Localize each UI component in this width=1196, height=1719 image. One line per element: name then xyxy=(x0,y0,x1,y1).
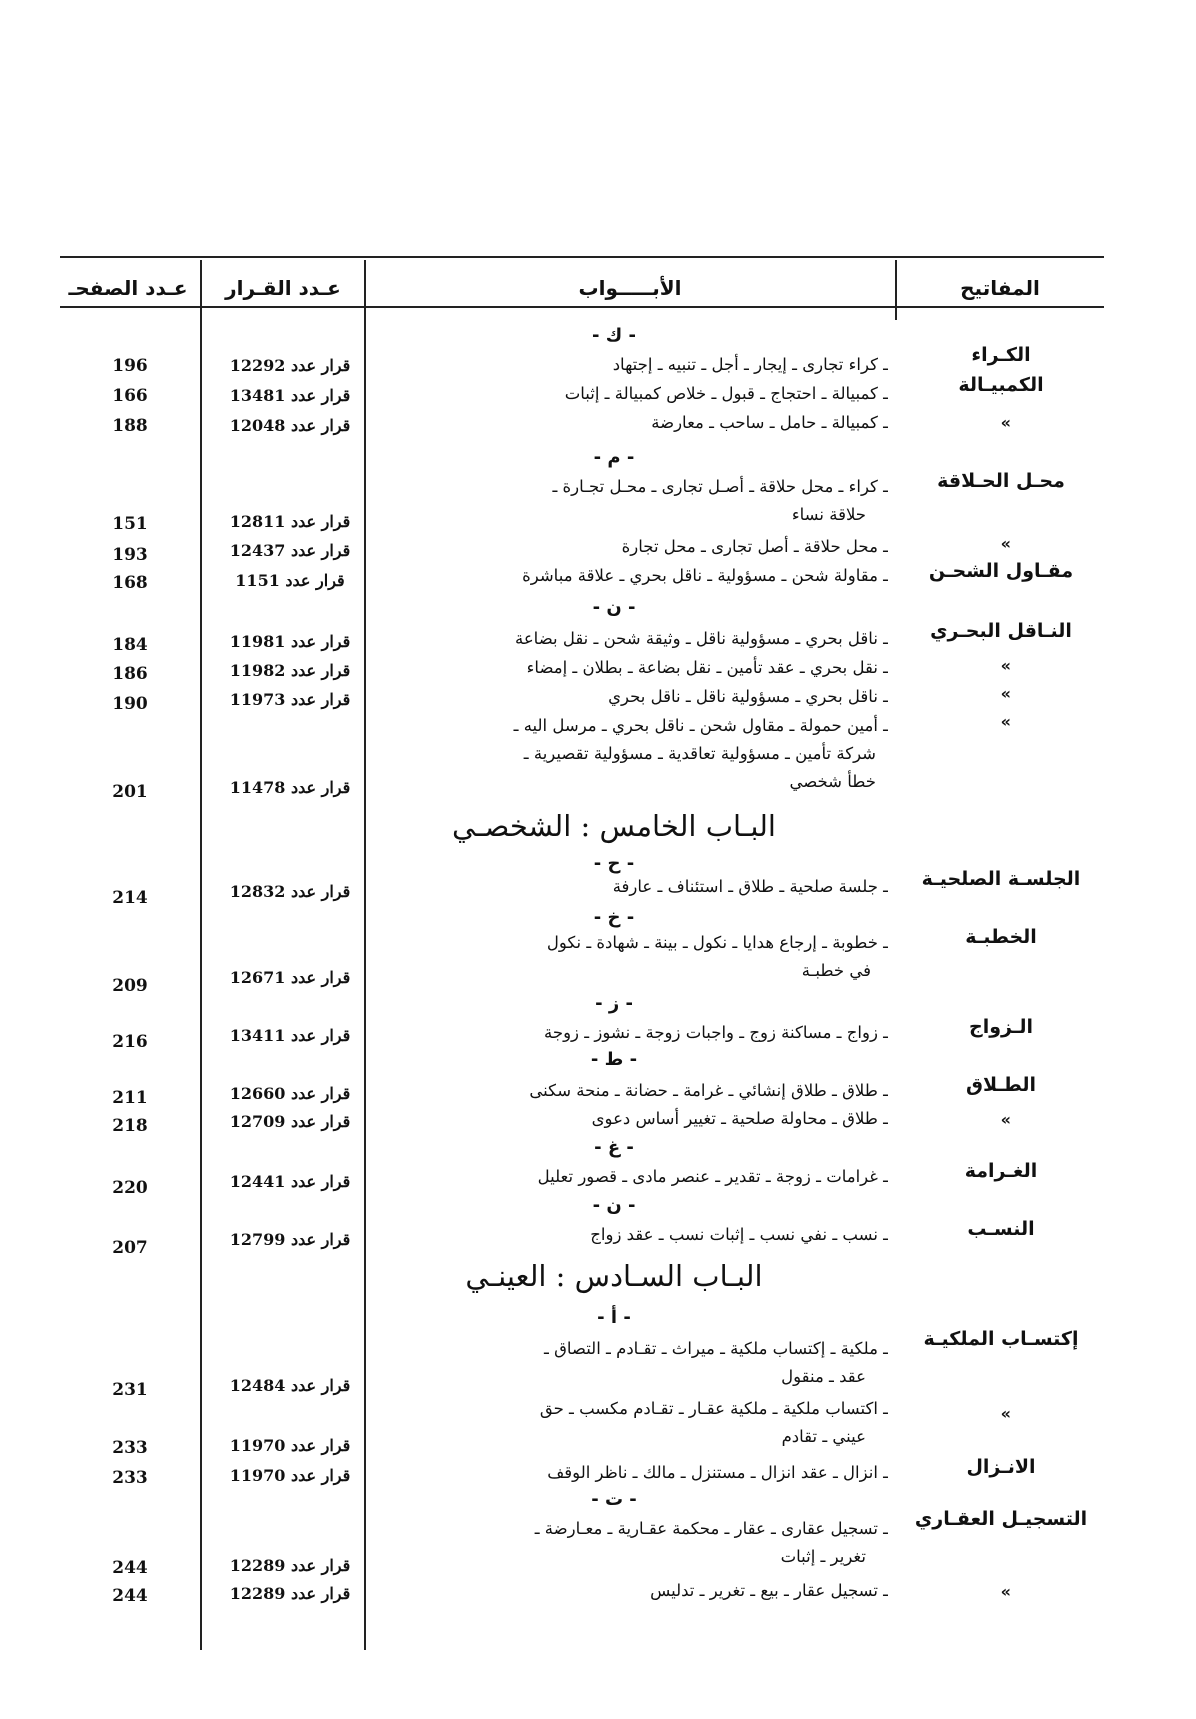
decision-number: قرار عدد 11981 xyxy=(229,632,351,651)
decision-number: قرار عدد 13481 xyxy=(229,386,351,405)
page-number: 209 xyxy=(112,976,148,996)
row-text: ـ كمبيالة ـ حامل ـ ساحب ـ معارضة xyxy=(651,413,888,432)
row-text: شركة تأمين ـ مسؤولية تعاقدية ـ مسؤولية تقصيرية ـ xyxy=(523,744,876,763)
decision-number: قرار عدد 12289 xyxy=(229,1584,351,1603)
chapter-heading: البـاب الخامس : الشخصـي xyxy=(452,809,776,843)
page-number: 207 xyxy=(112,1238,148,1258)
index-key: التسجيـل العقـاري xyxy=(914,1508,1088,1530)
ditto-mark: » xyxy=(1000,1404,1011,1423)
index-key: مقـاول الشحـن xyxy=(928,560,1074,582)
index-key: الكـراء xyxy=(971,344,1031,366)
ditto-mark: » xyxy=(1000,413,1011,432)
row-text: خطأ شخصي xyxy=(789,772,876,791)
col-divider-keys xyxy=(895,260,897,320)
row-text: ـ تسجيل عقارى ـ عقار ـ محكمة عقـارية ـ معـارضة ـ xyxy=(534,1519,888,1538)
page-number: 193 xyxy=(112,545,148,565)
section-letter: - أ - xyxy=(597,1307,631,1328)
decision-number: قرار عدد 12292 xyxy=(229,356,351,375)
decision-number: قرار عدد 12832 xyxy=(229,882,351,901)
decision-number: قرار عدد 12484 xyxy=(229,1376,351,1395)
page-number: 186 xyxy=(112,664,148,684)
col-divider-decision xyxy=(200,260,202,1650)
page-number: 184 xyxy=(112,635,148,655)
row-text: ـ خطوبة ـ إرجاع هدايا ـ نكول ـ بينة ـ شهادة ـ نكول xyxy=(546,933,888,952)
row-text: عقد ـ منقول xyxy=(781,1367,866,1386)
page-number: 244 xyxy=(112,1558,148,1578)
decision-number: قرار عدد 12671 xyxy=(229,968,351,987)
section-letter: - ح - xyxy=(593,853,635,874)
header-page: عـدد الصفحـ xyxy=(68,276,188,300)
decision-number: قرار عدد 11970 xyxy=(229,1436,351,1455)
row-text: في خطبـة xyxy=(801,961,871,980)
header-decision: عـدد القـرار xyxy=(225,276,341,300)
row-text: ـ كراء تجارى ـ إيجار ـ أجل ـ تنبيه ـ إجتهاد xyxy=(612,355,888,374)
decision-number: قرار عدد 12811 xyxy=(229,512,351,531)
ditto-mark: » xyxy=(1000,712,1011,731)
index-key: الانـزال xyxy=(966,1456,1036,1478)
decision-number: قرار عدد 11478 xyxy=(229,778,351,797)
row-text: ـ انزال ـ عقد انزال ـ مستنزل ـ مالك ـ ناظر الوقف xyxy=(547,1463,888,1482)
page-number: 211 xyxy=(112,1088,148,1108)
top-rule xyxy=(60,256,1104,258)
ditto-mark: » xyxy=(1000,684,1011,703)
row-text: ـ كمبيالة ـ احتجاج ـ قبول ـ خلاص كمبيالة ـ إثبات xyxy=(564,384,888,403)
row-text: ـ نسب ـ نفي نسب ـ إثبات نسب ـ عقد زواج xyxy=(590,1225,888,1244)
row-text: ـ طلاق ـ طلاق إنشائي ـ غرامة ـ حضانة ـ منحة سكنى xyxy=(529,1081,888,1100)
index-key: الكمبيـالة xyxy=(958,374,1044,396)
page-number: 216 xyxy=(112,1032,148,1052)
decision-number: قرار عدد 12437 xyxy=(229,541,351,560)
page-number: 168 xyxy=(112,573,148,593)
row-text: ـ زواج ـ مساكنة زوج ـ واجبات زوجة ـ نشوز ـ زوجة xyxy=(544,1023,888,1042)
header-chapters: الأبـــــواب xyxy=(578,276,682,300)
section-letter: - ن - xyxy=(592,597,636,618)
index-key: محـل الحـلاقة xyxy=(937,470,1065,492)
page-number: 190 xyxy=(112,694,148,714)
index-key: الطـلاق xyxy=(965,1074,1037,1096)
page-number: 233 xyxy=(112,1438,148,1458)
page-number: 196 xyxy=(112,356,148,376)
decision-number: قرار عدد 12709 xyxy=(229,1112,351,1131)
index-key: إكتسـاب الملكيـة xyxy=(923,1328,1079,1350)
row-text: ـ ناقل بحري ـ مسؤولية ناقل ـ وثيقة شحن ـ نقل بضاعة xyxy=(514,629,888,648)
decision-number: قرار عدد 12441 xyxy=(229,1172,351,1191)
section-letter: - ك - xyxy=(592,325,636,346)
decision-number: قرار عدد 13411 xyxy=(229,1026,351,1045)
ditto-mark: » xyxy=(1000,534,1011,553)
page-number: 233 xyxy=(112,1468,148,1488)
row-text: ـ تسجيل عقار ـ بيع ـ تغرير ـ تدليس xyxy=(650,1581,888,1600)
row-text: ـ اكتساب ملكية ـ ملكية عقـار ـ تقـادم مكسب ـ حق xyxy=(539,1399,888,1418)
row-text: ـ ناقل بحري ـ مسؤولية ناقل ـ ناقل بحري xyxy=(608,687,888,706)
page-number: 231 xyxy=(112,1380,148,1400)
decision-number: قرار عدد 12048 xyxy=(229,416,351,435)
section-letter: - ط - xyxy=(590,1049,638,1070)
row-text: ـ ملكية ـ إكتساب ملكية ـ ميراث ـ تقـادم ـ التصاق ـ xyxy=(543,1339,888,1358)
page-number: 151 xyxy=(112,514,148,534)
page-number: 201 xyxy=(112,782,148,802)
header-keys: المفاتيح xyxy=(960,276,1040,300)
section-letter: - ت - xyxy=(591,1489,637,1510)
row-text: ـ مقاولة شحن ـ مسؤولية ـ ناقل بحري ـ علاقة مباشرة xyxy=(522,566,888,585)
row-text: ـ أمين حمولة ـ مقاول شحن ـ ناقل بحري ـ مرسل اليه ـ xyxy=(513,716,888,735)
section-letter: - ز - xyxy=(595,993,633,1014)
row-text: حلاقة نساء xyxy=(791,505,866,524)
index-key: النـاقل البحـري xyxy=(930,620,1072,642)
section-letter: - غ - xyxy=(594,1137,634,1158)
page-number: 244 xyxy=(112,1586,148,1606)
row-text: تغرير ـ إثبات xyxy=(780,1547,866,1566)
page-number: 218 xyxy=(112,1116,148,1136)
ditto-mark: » xyxy=(1000,1582,1011,1601)
row-text: ـ غرامات ـ زوجة ـ تقدير ـ عنصر مادى ـ قصور تعليل xyxy=(537,1167,888,1186)
decision-number: قرار عدد 11982 xyxy=(229,661,351,680)
page-number: 188 xyxy=(112,416,148,436)
index-key: الغـرامة xyxy=(964,1160,1038,1182)
decision-number: قرار عدد 11973 xyxy=(229,690,351,709)
ditto-mark: » xyxy=(1000,656,1011,675)
page-number: 166 xyxy=(112,386,148,406)
decision-number: قرار عدد 12799 xyxy=(229,1230,351,1249)
row-text: ـ كراء ـ محل حلاقة ـ أصـل تجارى ـ محـل تجـارة ـ xyxy=(552,477,888,496)
section-letter: - خ - xyxy=(593,907,635,928)
row-text: ـ نقل بحري ـ عقد تأمين ـ نقل بضاعة ـ بطلان ـ إمضاء xyxy=(526,658,888,677)
index-key: الـزواج xyxy=(969,1016,1033,1038)
page-number: 220 xyxy=(112,1178,148,1198)
index-key: الخطبـة xyxy=(965,926,1037,948)
index-key: الجلسـة الصلحيـة xyxy=(921,868,1081,890)
section-letter: - ن - xyxy=(592,1195,636,1216)
row-text: ـ محل حلاقة ـ أصل تجارى ـ محل تجارة xyxy=(621,537,888,556)
section-letter: - م - xyxy=(593,447,635,468)
index-key: النسـب xyxy=(967,1218,1035,1240)
chapter-heading: البـاب السـادس : العينـي xyxy=(465,1259,763,1293)
decision-number: قرار عدد 12289 xyxy=(229,1556,351,1575)
decision-number: قرار عدد 12660 xyxy=(229,1084,351,1103)
row-text: ـ طلاق ـ محاولة صلحية ـ تغيير أساس دعوى xyxy=(591,1109,888,1128)
page-number: 214 xyxy=(112,888,148,908)
decision-number: قرار عدد 11970 xyxy=(229,1466,351,1485)
decision-number: قرار عدد 1151 xyxy=(235,571,345,590)
ditto-mark: » xyxy=(1000,1110,1011,1129)
row-text: عيني ـ تقادم xyxy=(781,1427,866,1446)
row-text: ـ جلسة صلحية ـ طلاق ـ استئناف ـ عارفة xyxy=(612,877,888,896)
